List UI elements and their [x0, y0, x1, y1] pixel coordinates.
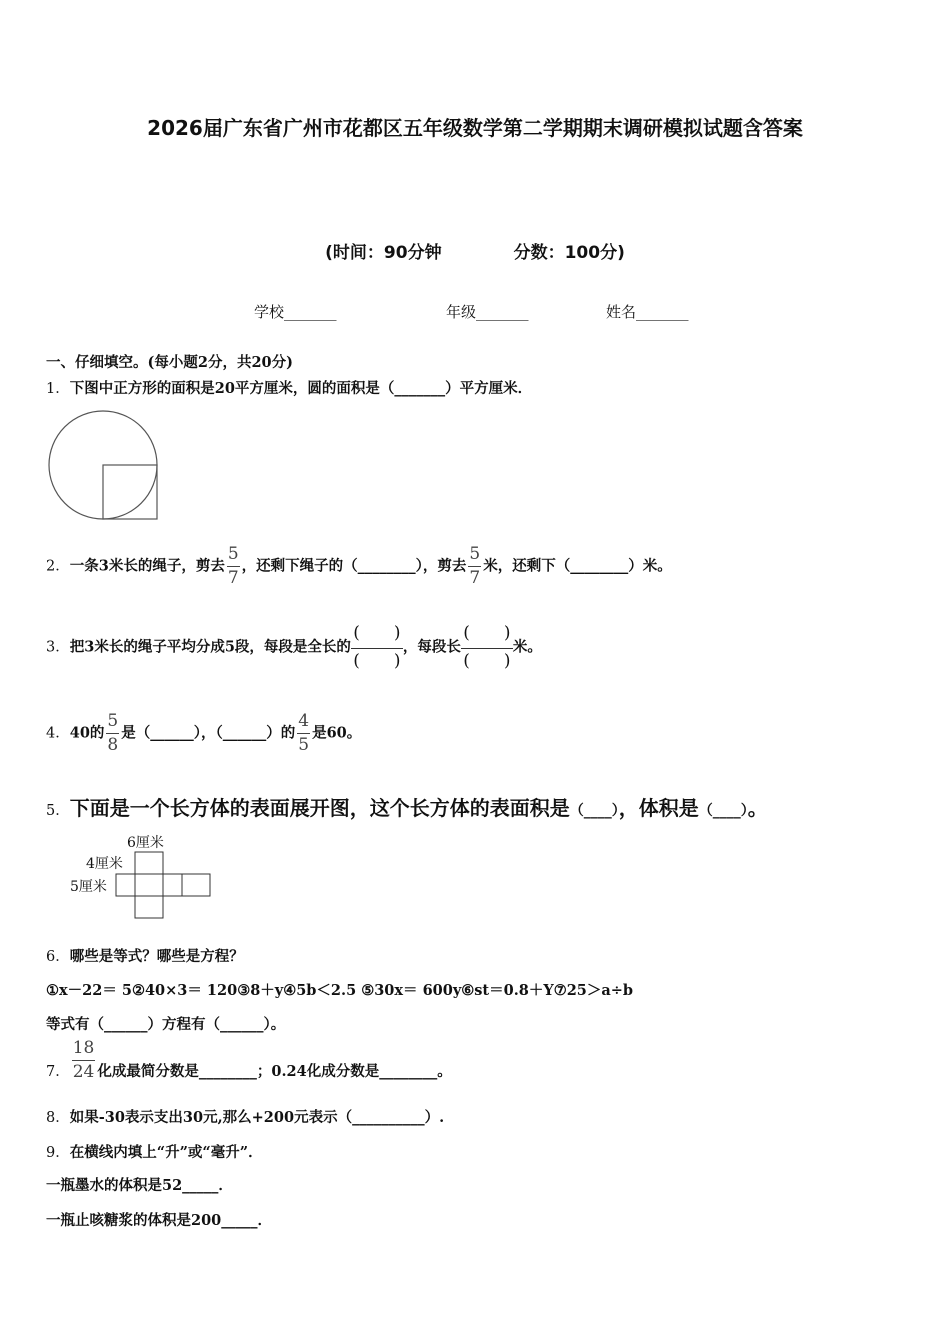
- school-field: 学校_______: [254, 303, 337, 321]
- exam-meta: [0, 238, 950, 263]
- question-1: [46, 377, 532, 398]
- question-text: 下图中正方形的面积是20平方厘米，圆的面积是（_______）平方厘米．: [69, 380, 533, 397]
- exam-time: (时间：90分钟: [325, 243, 442, 263]
- numerator: 5: [469, 544, 481, 564]
- exam-score: 分数：100分): [513, 243, 625, 263]
- question-number: 5．: [46, 803, 70, 819]
- numerator-blank: ( ): [463, 623, 511, 643]
- fraction: [468, 546, 481, 587]
- question-3: [46, 625, 542, 670]
- circle-square-figure: [46, 408, 164, 526]
- numerator: 5: [227, 544, 239, 564]
- fraction: [72, 1040, 96, 1081]
- label-width: 4厘米: [86, 856, 123, 872]
- question-text: ，还剩下绳子的（________），剪去: [241, 557, 467, 575]
- question-text: 化成最简分数是________；0.24化成分数是________。: [97, 1063, 452, 1080]
- question-number: 6．: [46, 949, 70, 965]
- question-9-line-2: 一瓶止咳糖浆的体积是200_____．: [46, 1212, 273, 1229]
- question-text: ，每段长: [402, 638, 461, 656]
- question-9: [46, 1141, 263, 1162]
- net-face: [135, 852, 163, 874]
- question-9-line-1: 一瓶墨水的体积是52_____．: [46, 1177, 233, 1194]
- question-text: 把3米长的绳子平均分成5段，每段是全长的: [69, 638, 351, 656]
- question-number: 1．: [46, 381, 70, 397]
- question-number: 2．: [46, 558, 70, 575]
- question-5: [46, 792, 768, 821]
- question-number: 9．: [46, 1145, 70, 1161]
- label-height: 5厘米: [70, 879, 107, 895]
- question-8: [46, 1106, 444, 1127]
- grade-field: 年级_______: [446, 303, 529, 321]
- denominator-blank: ( ): [351, 648, 403, 670]
- fraction: [227, 546, 240, 587]
- net-face: [182, 874, 210, 896]
- question-text: 在横线内填上“升”或“毫升”．: [69, 1144, 263, 1161]
- question-6: [46, 945, 244, 966]
- question-2: [46, 546, 672, 587]
- label-length: 6厘米: [127, 835, 164, 851]
- denominator: 5: [298, 735, 310, 755]
- question-number: 4．: [46, 725, 70, 742]
- numerator-blank: ( ): [353, 623, 401, 643]
- fraction: [297, 713, 310, 754]
- name-field: 姓名_______: [606, 303, 689, 321]
- question-text: ，体积是: [618, 796, 699, 820]
- question-text: 40的: [69, 724, 105, 742]
- net-face: [135, 874, 163, 896]
- question-4: [46, 713, 361, 754]
- fraction: [106, 713, 119, 754]
- question-text: 。: [747, 796, 768, 820]
- question-7: [46, 1040, 452, 1081]
- question-number: 8．: [46, 1110, 70, 1126]
- numerator: 5: [107, 711, 119, 731]
- denominator: 7: [469, 568, 481, 588]
- question-text: 米，还剩下（________）米。: [483, 557, 672, 575]
- section-heading: 一、仔细填空。(每小题2分，共20分): [46, 354, 293, 371]
- fraction-blank: [461, 625, 513, 670]
- net-face: [163, 874, 182, 896]
- question-number: 7．: [46, 1064, 70, 1080]
- question-text: 米。: [512, 638, 542, 656]
- square-shape: [103, 465, 157, 519]
- question-text: 哪些是等式？哪些是方程？: [69, 948, 244, 965]
- net-face: [135, 896, 163, 918]
- denominator-blank: ( ): [461, 648, 513, 670]
- answer-blank: （____）: [569, 803, 619, 819]
- equation-list: ①x－22＝ 5②40×3＝ 120③8＋y④5b＜2.5 ⑤30x＝ 600y⑥st＝0.8＋Y⑦25＞a÷b: [46, 982, 634, 999]
- question-text: 如果-30表示支出30元,那么+200元表示（__________）.: [69, 1109, 445, 1126]
- question-number: 3．: [46, 639, 70, 656]
- answer-blank: （____）: [698, 803, 748, 819]
- page-title: 2026届广东省广州市花都区五年级数学第二学期期末调研模拟试题含答案: [147, 116, 803, 140]
- denominator: 7: [227, 568, 239, 588]
- fraction-blank: [351, 625, 403, 670]
- numerator: 18: [72, 1038, 95, 1058]
- question-text: 是（______），（______）的: [121, 724, 296, 742]
- cuboid-net-figure: [114, 850, 214, 920]
- question-text: 是60。: [312, 724, 362, 742]
- question-text: 一条3米长的绳子，剪去: [69, 557, 225, 575]
- net-face: [116, 874, 135, 896]
- numerator: 4: [298, 711, 310, 731]
- question-text: 下面是一个长方体的表面展开图，这个长方体的表面积是: [69, 796, 570, 820]
- answer-line: 等式有（______）方程有（______）。: [46, 1016, 286, 1033]
- denominator: 24: [72, 1062, 95, 1082]
- denominator: 8: [107, 735, 119, 755]
